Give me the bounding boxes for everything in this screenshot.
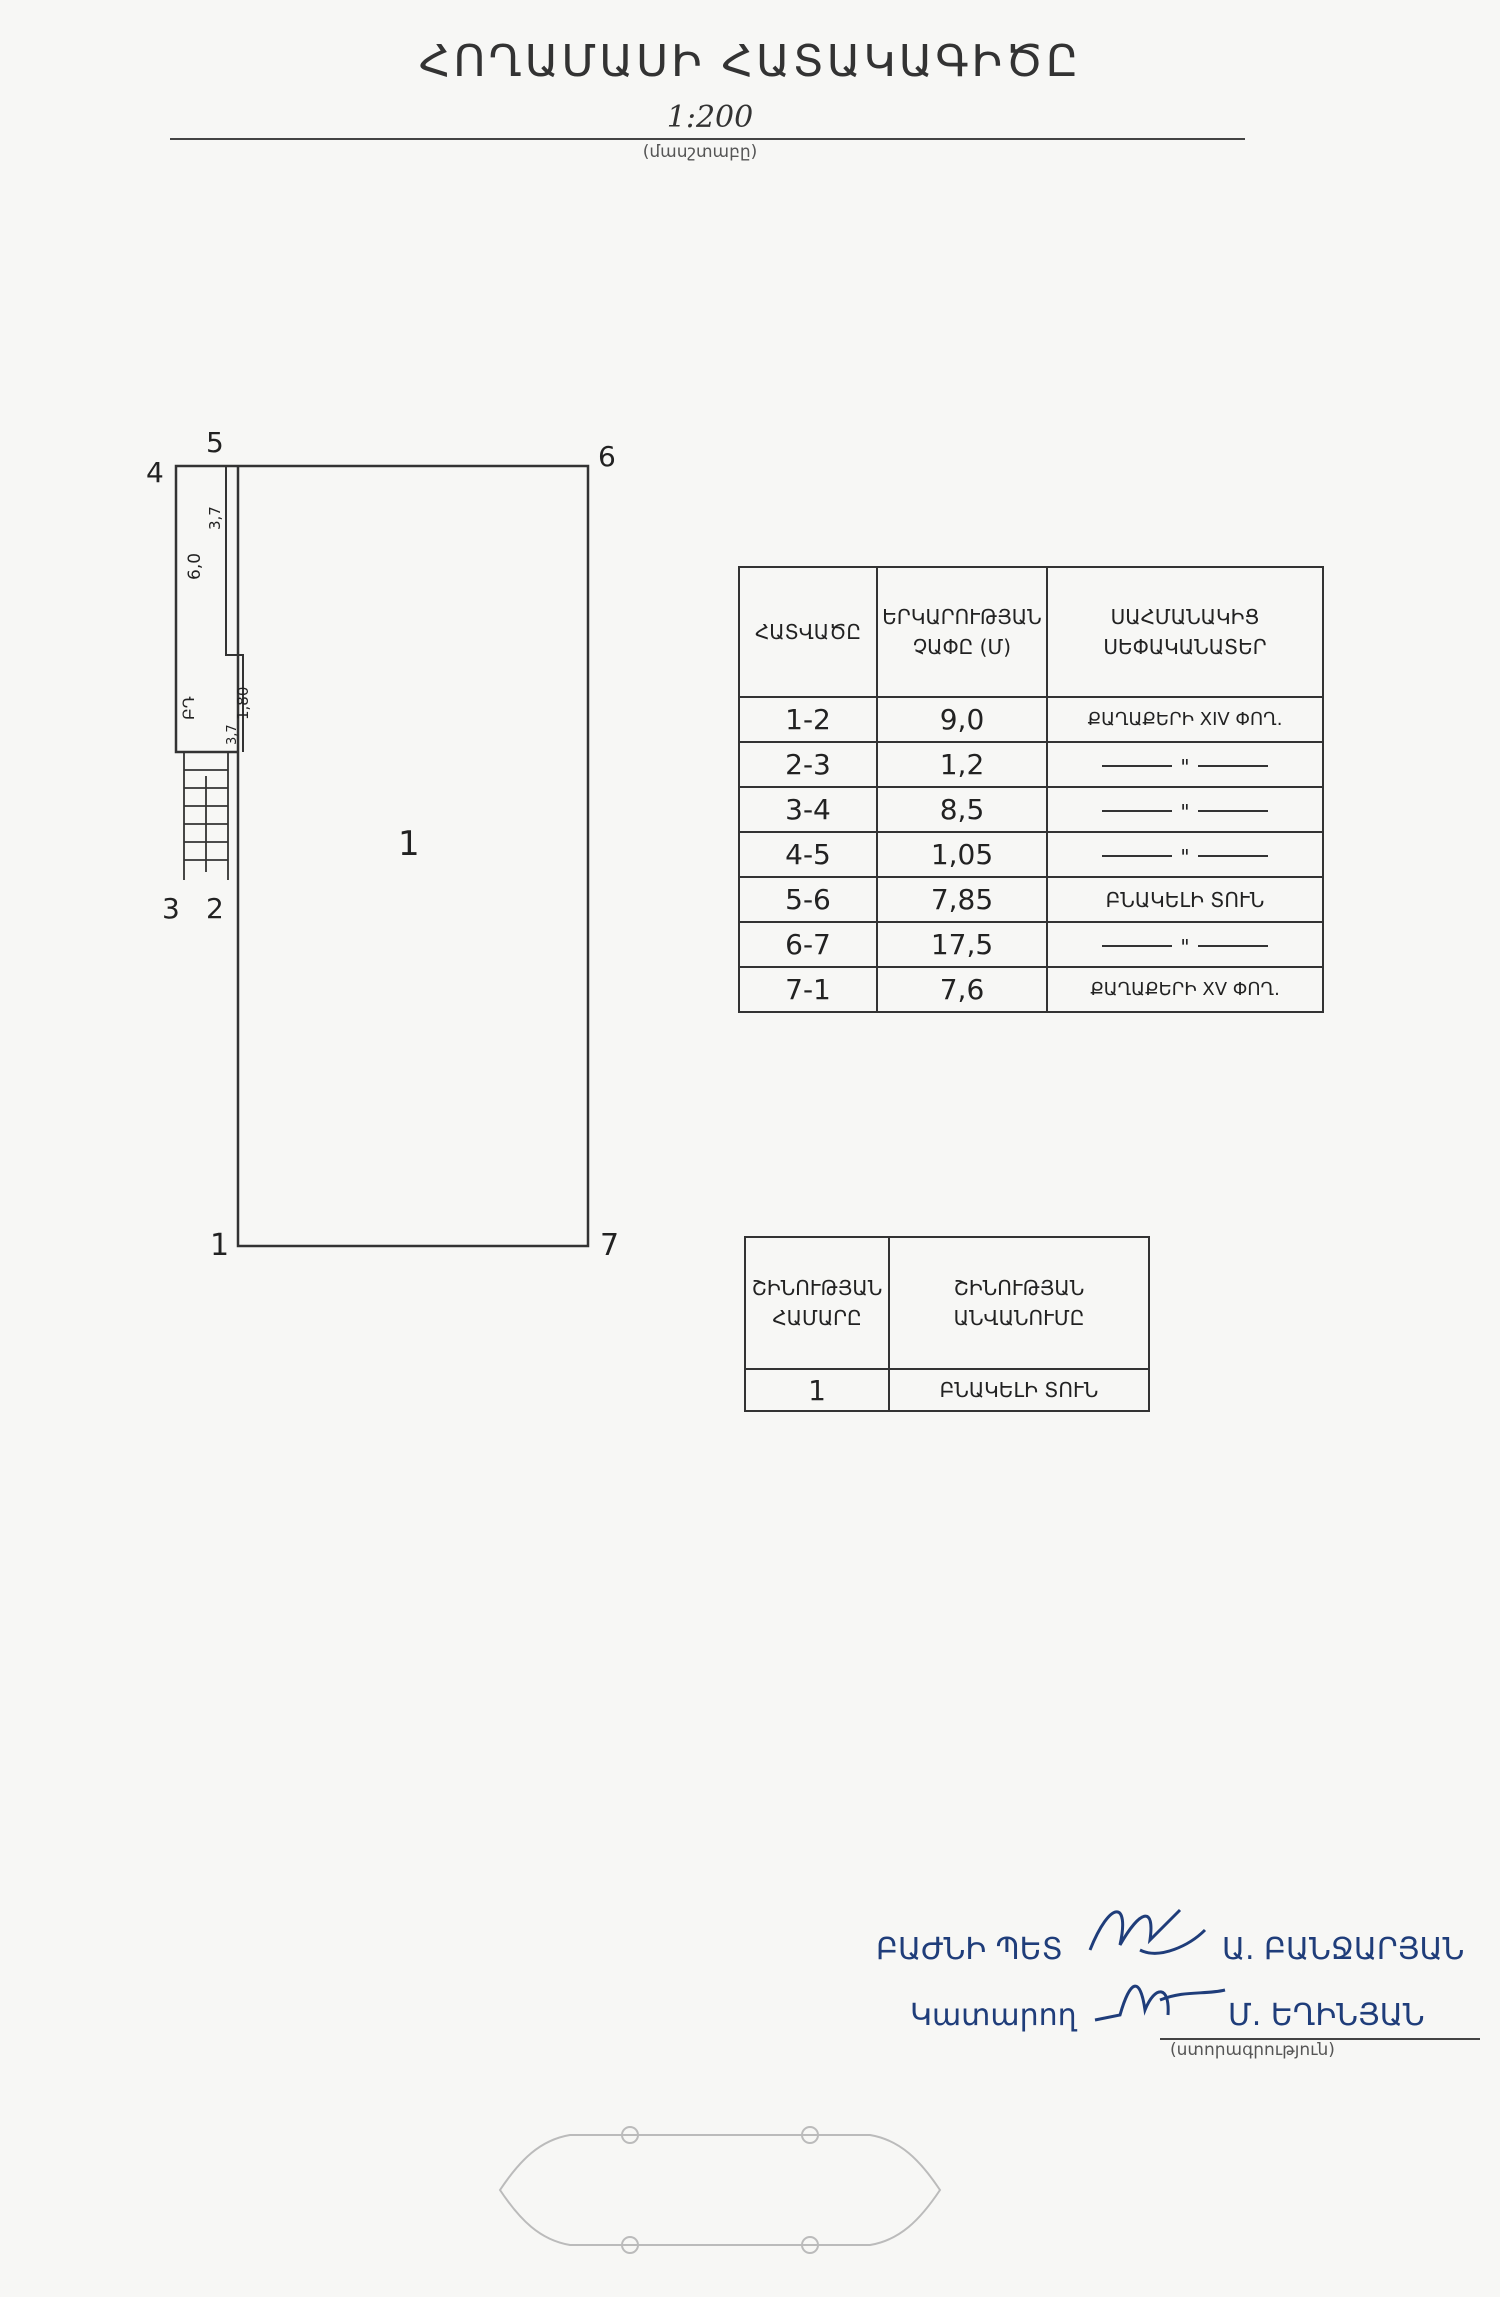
length-cell: 1,2 bbox=[877, 742, 1047, 787]
stairs bbox=[184, 752, 228, 880]
segment-cell: 2-3 bbox=[739, 742, 877, 787]
point-label-3: 3 bbox=[162, 892, 180, 925]
neighbor-cell: ԲՆԱԿԵԼԻ ՏՈՒՆ bbox=[1047, 877, 1323, 922]
performer-signature bbox=[1090, 1960, 1230, 2040]
parcel-number: 1 bbox=[398, 824, 420, 864]
point-label-2: 2 bbox=[206, 892, 224, 925]
header-neighbor: ՍԱՀՄԱՆԱԿԻՑ ՍԵՓԱԿԱՆԱՏԵՐ bbox=[1047, 567, 1323, 697]
segment-cell: 7-1 bbox=[739, 967, 877, 1012]
header-building-number: ՇԻՆՈՒԹՅԱՆ ՀԱՄԱՐԸ bbox=[745, 1237, 889, 1369]
neighbor-cell-ditto: " bbox=[1047, 787, 1323, 832]
length-cell: 7,85 bbox=[877, 877, 1047, 922]
table-row bbox=[739, 922, 1323, 967]
dimension-small-a: 1,80 bbox=[234, 686, 252, 720]
performer-label: Կատարող bbox=[910, 1998, 1077, 2033]
neighbor-cell: ՔԱՂԱՔԵՐԻ XIV ՓՈՂ. bbox=[1047, 697, 1323, 742]
segment-cell: 1-2 bbox=[739, 697, 877, 742]
table-row bbox=[739, 742, 1323, 787]
point-label-4: 4 bbox=[146, 456, 164, 489]
building-number-cell: 1 bbox=[745, 1369, 889, 1411]
building-name-cell: ԲՆԱԿԵԼԻ ՏՈՒՆ bbox=[889, 1369, 1149, 1411]
neighbor-cell: ՔԱՂԱՔԵՐԻ XV ՓՈՂ. bbox=[1047, 967, 1323, 1012]
length-cell: 17,5 bbox=[877, 922, 1047, 967]
head-name: Ա. ԲԱՆՋԱՐՅԱՆ bbox=[1222, 1932, 1465, 1967]
table-row bbox=[739, 787, 1323, 832]
plan-note: ԲԴ bbox=[179, 696, 198, 720]
scale-value: 1:200 bbox=[666, 100, 754, 135]
header-building-name: ՇԻՆՈՒԹՅԱՆ ԱՆՎԱՆՈՒՄԸ bbox=[889, 1237, 1149, 1369]
building-table bbox=[744, 1236, 1150, 1412]
length-cell: 7,6 bbox=[877, 967, 1047, 1012]
table-row bbox=[745, 1369, 1149, 1411]
neighbor-cell-ditto: " bbox=[1047, 832, 1323, 877]
table-row bbox=[739, 697, 1323, 742]
point-label-6: 6 bbox=[598, 440, 616, 473]
head-label: ԲԱԺՆԻ ՊԵՏ bbox=[876, 1932, 1063, 1967]
table-row bbox=[739, 832, 1323, 877]
segment-cell: 6-7 bbox=[739, 922, 877, 967]
dimension-top: 6,0 bbox=[185, 552, 205, 580]
segment-cell: 3-4 bbox=[739, 787, 877, 832]
dimension-small-b: 3,7 bbox=[225, 724, 240, 745]
segment-cell: 5-6 bbox=[739, 877, 877, 922]
stamp-frame bbox=[480, 2100, 960, 2280]
dimension-side: 3,7 bbox=[206, 506, 224, 530]
table-row bbox=[739, 967, 1323, 1012]
length-cell: 1,05 bbox=[877, 832, 1047, 877]
header-segment: ՀԱՏՎԱԾԸ bbox=[739, 567, 877, 697]
header-length: ԵՐԿԱՐՈՒԹՅԱՆ ՉԱՓԸ (Մ) bbox=[877, 567, 1047, 697]
length-cell: 9,0 bbox=[877, 697, 1047, 742]
performer-caption: (ստորագրություն) bbox=[1170, 2040, 1335, 2060]
scale-caption: (մասշտաբը) bbox=[642, 142, 758, 162]
point-label-5: 5 bbox=[206, 426, 224, 459]
table-row bbox=[739, 877, 1323, 922]
document-title: ՀՈՂԱՄԱՍԻ ՀԱՏԱԿԱԳԻԾԸ bbox=[418, 36, 1082, 87]
segment-cell: 4-5 bbox=[739, 832, 877, 877]
point-label-1: 1 bbox=[210, 1228, 230, 1263]
point-label-7: 7 bbox=[600, 1228, 620, 1263]
boundary-table bbox=[738, 566, 1324, 1013]
neighbor-cell-ditto: " bbox=[1047, 922, 1323, 967]
neighbor-cell-ditto: " bbox=[1047, 742, 1323, 787]
length-cell: 8,5 bbox=[877, 787, 1047, 832]
performer-name: Մ. ԵՂԻՆՅԱՆ bbox=[1228, 1998, 1425, 2033]
